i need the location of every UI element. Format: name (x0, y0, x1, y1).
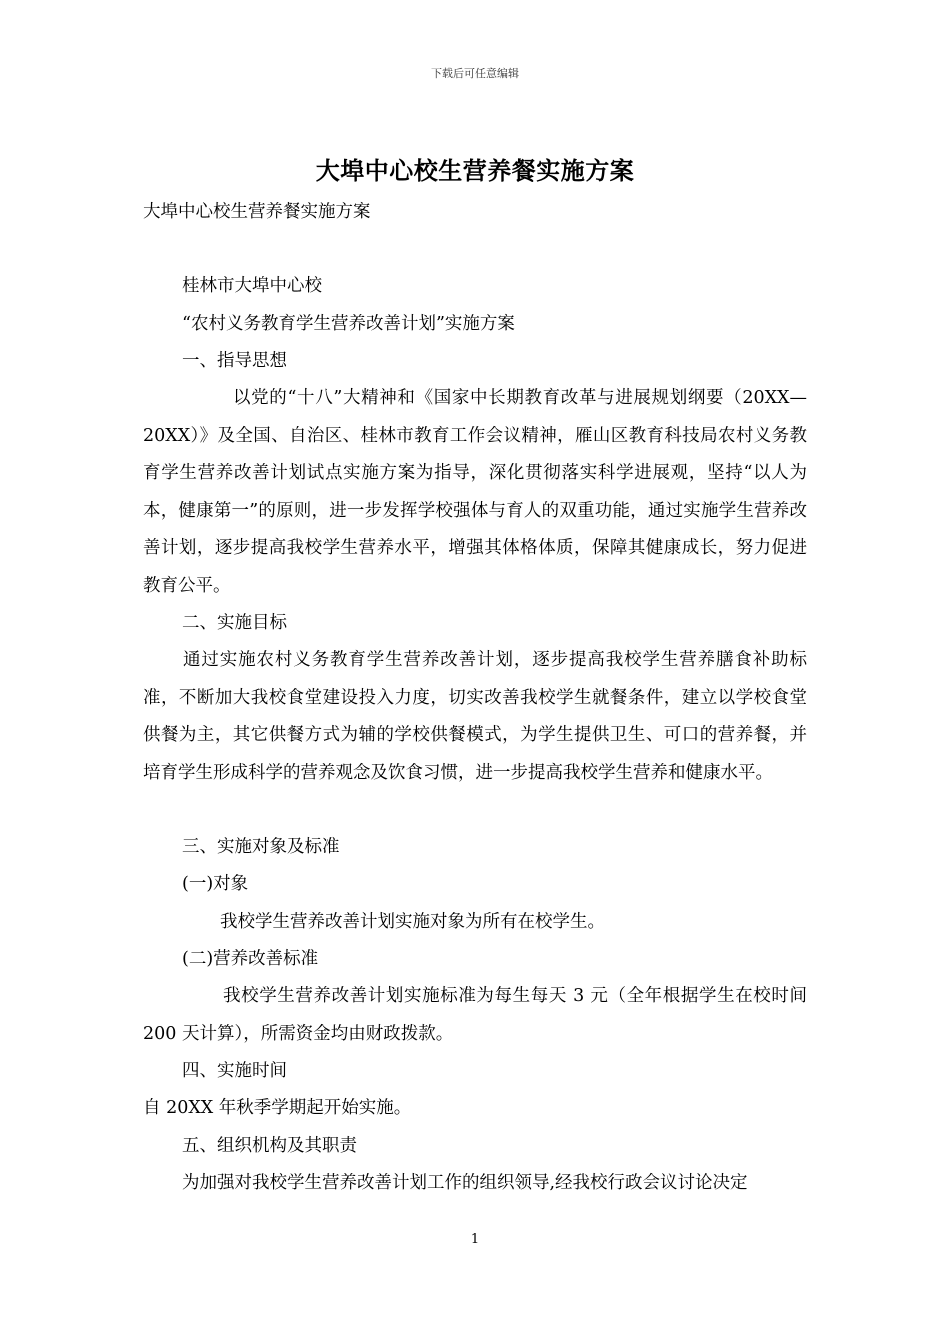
section4-text: 自 20XX 年秋季学期起开始实施。 (143, 1098, 412, 1118)
section3-heading: 三、实施对象及标准 (182, 837, 340, 857)
section3-sub2-heading: (二)营养改善标准 (182, 949, 319, 969)
section2-paragraph: 通过实施农村义务教育学生营养改善计划，逐步提高我校学生营养膳食补助标准，不断加大我校食堂建设投入力度，切实改善我校学生就餐条件，建立以学校食堂供餐为主，其它供餐方式为辅的学校供餐模式，为学生提供卫生、可口的营养餐，并培育学生形成科学的营养观念及饮食习惯，进一步提高我校学生营养和健康水平。 (143, 650, 807, 783)
section2-heading: 二、实施目标 (182, 613, 287, 633)
section1-heading: 一、指导思想 (182, 351, 287, 371)
section3-sub2-paragraph: 我校学生营养改善计划实施标准为每生每天 3 元（全年根据学生在校时间 200 天计算），所需资金均由财政拨款。 (143, 986, 807, 1044)
document-subtitle: 大埠中心校生营养餐实施方案 (143, 202, 371, 222)
page-number: 1 (470, 1232, 480, 1247)
section1-paragraph: 以党的“十八”大精神和《国家中长期教育改革与进展规划纲要（20XX—20XX）》及全国、自治区、桂林市教育工作会议精神，雁山区教育科技局农村义务教育学生营养改善计划试点实施方案为指导，深化贯彻落实科学进展观，坚持“以人为本，健康第一”的原则，进一步发挥学校强体与育人的双重功能，通过实施学生营养改善计划，逐步提高我校学生营养水平，增强其体格体质，保障其健康成长，努力促进教育公平。 (143, 388, 807, 596)
section5-heading: 五、组织机构及其职责 (182, 1136, 357, 1156)
school-name: 桂林市大埠中心校 (182, 276, 322, 296)
document-title: 大埠中心校生营养餐实施方案 (315, 156, 635, 185)
page-header: 下载后可任意编辑 (431, 67, 519, 80)
section3-sub1-text: 我校学生营养改善计划实施对象为所有在校学生。 (220, 912, 605, 932)
plan-name: “农村义务教育学生营养改善计划”实施方案 (182, 314, 515, 334)
section4-heading: 四、实施时间 (182, 1061, 287, 1081)
section5-text: 为加强对我校学生营养改善计划工作的组织领导,经我校行政会议讨论决定 (182, 1173, 748, 1193)
section3-sub1-heading: (一)对象 (182, 874, 249, 894)
